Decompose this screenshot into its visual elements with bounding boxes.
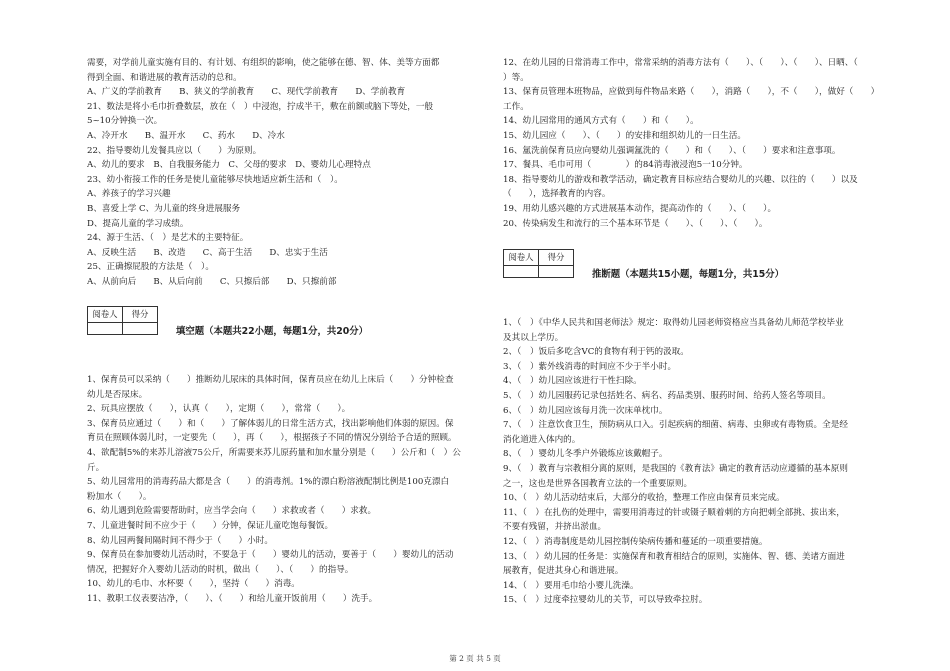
question-line: 23、幼小衔接工作的任务是使儿童能够尽快地适应新生活和（ ）。 — [87, 174, 343, 185]
question-line: 18、指导婴幼儿的游戏和教学活动，确定教育目标应结合婴幼儿的兴趣、以往的（ ）以及 — [503, 174, 858, 185]
question-line: 粉加水（ ）。 — [87, 491, 152, 502]
question-line: B、喜爱上学 C、为儿童的终身进展服务 — [87, 203, 241, 214]
question-line: 7、儿童进餐时间不应少于（ ）分钟，保证儿童吃饱每餐饭。 — [87, 520, 334, 531]
question-line: 7、（ ）注意饮食卫生，预防病从口入。引起疾病的细菌、病毒、虫卵或有毒物质。全是经 — [503, 420, 848, 431]
question-line: A、从前向后 B、从后向前 C、只擦后部 D、只擦前部 — [87, 276, 337, 287]
question-line: 1、保育员可以采纳（ ）推断幼儿尿床的具体时间，保育员应在幼儿上床后（ ）分钟检查 — [87, 375, 454, 385]
fill-questions — [87, 373, 483, 607]
question-line: 不要有残留，并挤出淤血。 — [503, 522, 607, 533]
question-line: 工作。 — [503, 101, 529, 112]
question-line: 20、传染病发生和流行的三个基本环节是（ ）、（ ）、（ ）。 — [503, 218, 768, 229]
question-line: 2、（ ）饭后多吃含VC的食物有利于钙的汲取。 — [503, 347, 689, 358]
question-line: 3、（ ）紫外线消毒的时间应不少于半小时。 — [503, 361, 677, 372]
question-line: 4、（ ）幼儿园应该进行干性扫除。 — [503, 376, 642, 387]
question-line: 13、（ ）幼儿园的任务是：实施保育和教育相结合的原则，实施体、智、德、美诸方面进 — [503, 551, 845, 562]
question-line: 9、保育员在参加婴幼儿活动时，不要急于（ ）婴幼儿的活动，要善于（ ）婴幼儿的活动 — [87, 550, 454, 561]
page-footer: 第 2 页 共 5 页 — [449, 654, 501, 663]
question-line: 幼儿是否尿床。 — [87, 389, 148, 400]
fill-questions-cont — [503, 56, 905, 231]
question-line: 1、（ ）《中华人民共和国老师法》规定：取得幼儿园老师资格应当具备幼儿师范学校毕业 — [503, 318, 844, 328]
section-title: 填空题（本题共22小题，每题1分，共20分） — [176, 325, 368, 337]
question-line: 情况，把握好介入婴幼儿活动的时机，做出（ ）、（ ）的指导。 — [87, 564, 354, 575]
question-line: 25、正确擦屁股的方法是（ ）。 — [87, 262, 214, 273]
score-box — [87, 306, 158, 335]
question-line: 11、（ ）在扎伤的处理中，需要用消毒过的针或镊子顺着刺的方向把刺全部挑、拔出来， — [503, 507, 845, 518]
question-line: 5~10分钟换一次。 — [87, 116, 163, 127]
grader-label: 阅卷人 — [504, 250, 539, 266]
question-line: 9、（ ）教育与宗教相分离的原则，是我国的《教育法》确定的教育活动应遵循的基本原则 — [503, 463, 848, 474]
question-line: 12、（ ）消毒制度是幼儿园控制传染病传播和蔓延的一项重要措施。 — [503, 536, 768, 547]
grader-cell[interactable] — [504, 265, 539, 277]
section-title: 推断题（本题共15小题，每题1分，共15分） — [592, 268, 784, 280]
intro-block — [87, 56, 483, 290]
grader-cell[interactable] — [88, 322, 123, 334]
question-line: 16、氲洗前保育员应向婴幼儿强调氲洗的（ ）和（ ）、（ ）要求和注意事项。 — [503, 145, 841, 156]
score-cell[interactable] — [539, 265, 574, 277]
question-line: 19、用幼儿感兴趣的方式进展基本动作，提高动作的（ ）、（ ）。 — [503, 203, 777, 214]
question-line: 17、餐具、毛巾可用（ ）的84消毒液浸泡5一10分钟。 — [503, 160, 748, 171]
question-line: 13、保育员管理本班物品，应做到每件物品来路（ ），消路（ ），不（ ），做好（ ） — [503, 87, 880, 98]
question-line: 6、（ ）幼儿园应该每月洗一次床单枕巾。 — [503, 405, 668, 416]
score-label: 得分 — [539, 250, 574, 266]
question-line: A、冷开水 B、温开水 C、药水 D、冷水 — [87, 130, 285, 141]
question-line: 15、幼儿园应（ ）、（ ）的安排和组织幼儿的一日生活。 — [503, 130, 746, 141]
question-line: 10、（ ）幼儿活动结束后，大部分的收拾，整理工作应由保育员来完成。 — [503, 493, 785, 504]
question-line: 8、（ ）婴幼儿冬季户外锻炼应该戴帽子。 — [503, 449, 668, 460]
question-line: 3、保育员应通过（ ）和（ ）了解体弱儿的日常生活方式，找出影响他们体弱的原因。保 — [87, 418, 454, 429]
question-line: 11、教职工仪表要洁净，（ ）、（ ）和给儿童开饭前用（ ）洗手。 — [87, 593, 378, 604]
question-line: 之一，这也是世界各国教育立法的一个重要原则。 — [503, 478, 693, 489]
question-line: （ ），选择教育的内容。 — [503, 189, 611, 200]
question-line: A、幼儿的要求 B、自我服务能力 C、父母的要求 D、婴幼儿心理特点 — [87, 160, 371, 171]
question-line: A、反映生活 B、改造 C、高于生活 D、忠实于生活 — [87, 247, 328, 258]
question-line: 12、在幼儿园的日常消毒工作中，常常采纳的消毒方法有（ ）、（ ）、（ ）、日晒、（ — [503, 58, 875, 68]
question-line: 21、数法是将小毛巾折叠数层，放在（ ）中浸泡，拧成半干，敷在前额或脑下等处，一般 — [87, 101, 434, 112]
question-line: 得到全面、和谐进展的教育活动的总和。 — [87, 72, 242, 83]
judge-section-header — [503, 249, 784, 278]
question-line: 6、幼儿遇到危险需要帮助时，应当学会向（ ）求救或者（ ）求救。 — [87, 506, 377, 517]
question-line: 消化道进入体内的。 — [503, 434, 581, 445]
grader-label: 阅卷人 — [88, 307, 123, 323]
question-line: 22、指导婴幼儿发餐具应以（ ）为原则。 — [87, 145, 262, 156]
question-line: ）等。 — [503, 72, 529, 83]
question-line: 及其以上学历。 — [503, 332, 564, 343]
question-line: 10、幼儿的毛巾、水杯要（ ），坚持（ ）消毒。 — [87, 579, 300, 590]
question-line: D、提高儿童的学习成绩。 — [87, 218, 189, 229]
question-line: 15、（ ）过度牵拉婴幼儿的关节，可以导致牵拉肘。 — [503, 595, 708, 606]
question-line: 育员在照顾体弱儿时，一定要先（ ），再（ ），根据孩子不同的情况分别给予合适的照顾。 — [87, 433, 457, 444]
question-line: 2、玩具应摆放（ ），认真（ ），定期（ ），常常（ ）。 — [87, 404, 351, 415]
question-line: 需要，对学前儿童实施有目的、有计划、有组织的影响，使之能够在德、智、体、美等方面都 — [87, 58, 440, 68]
score-label: 得分 — [123, 307, 158, 323]
question-line: 斤。 — [87, 462, 105, 473]
question-line: 8、幼儿园两餐间隔时间不得少于（ ）小时。 — [87, 535, 273, 546]
score-cell[interactable] — [123, 322, 158, 334]
question-line: A、广义的学前教育 B、狭义的学前教育 C、现代学前教育 D、学前教育 — [87, 87, 406, 98]
question-line: 展教育，促进其身心和谐进展。 — [503, 566, 624, 577]
question-line: 5、幼儿园常用的消毒药品大都是含（ ）的消毒剂。1%的漂白粉溶液配制比例是100克漂白 — [87, 477, 450, 488]
question-line: 14、幼儿园常用的通风方式有（ ）和（ ）。 — [503, 116, 699, 127]
question-line: 14、（ ）要用毛巾给小婴儿洗澡。 — [503, 580, 639, 591]
question-line: 5、（ ）幼儿园服药记录包括姓名、病名、药品类别、服药时间、给药人签名等项目。 — [503, 390, 831, 401]
question-line: 24、源于生活、（ ）是艺术的主要特征。 — [87, 233, 249, 244]
fill-section-header — [87, 306, 368, 335]
judge-questions — [503, 316, 905, 608]
question-line: A、养孩子的学习兴趣 — [87, 189, 171, 200]
score-box — [503, 249, 574, 278]
question-line: 4、欲配制5%的来苏儿溶液75公斤，所需要来苏儿原药量和加水量分别是（ ）公斤和（ ）公 — [87, 447, 461, 458]
